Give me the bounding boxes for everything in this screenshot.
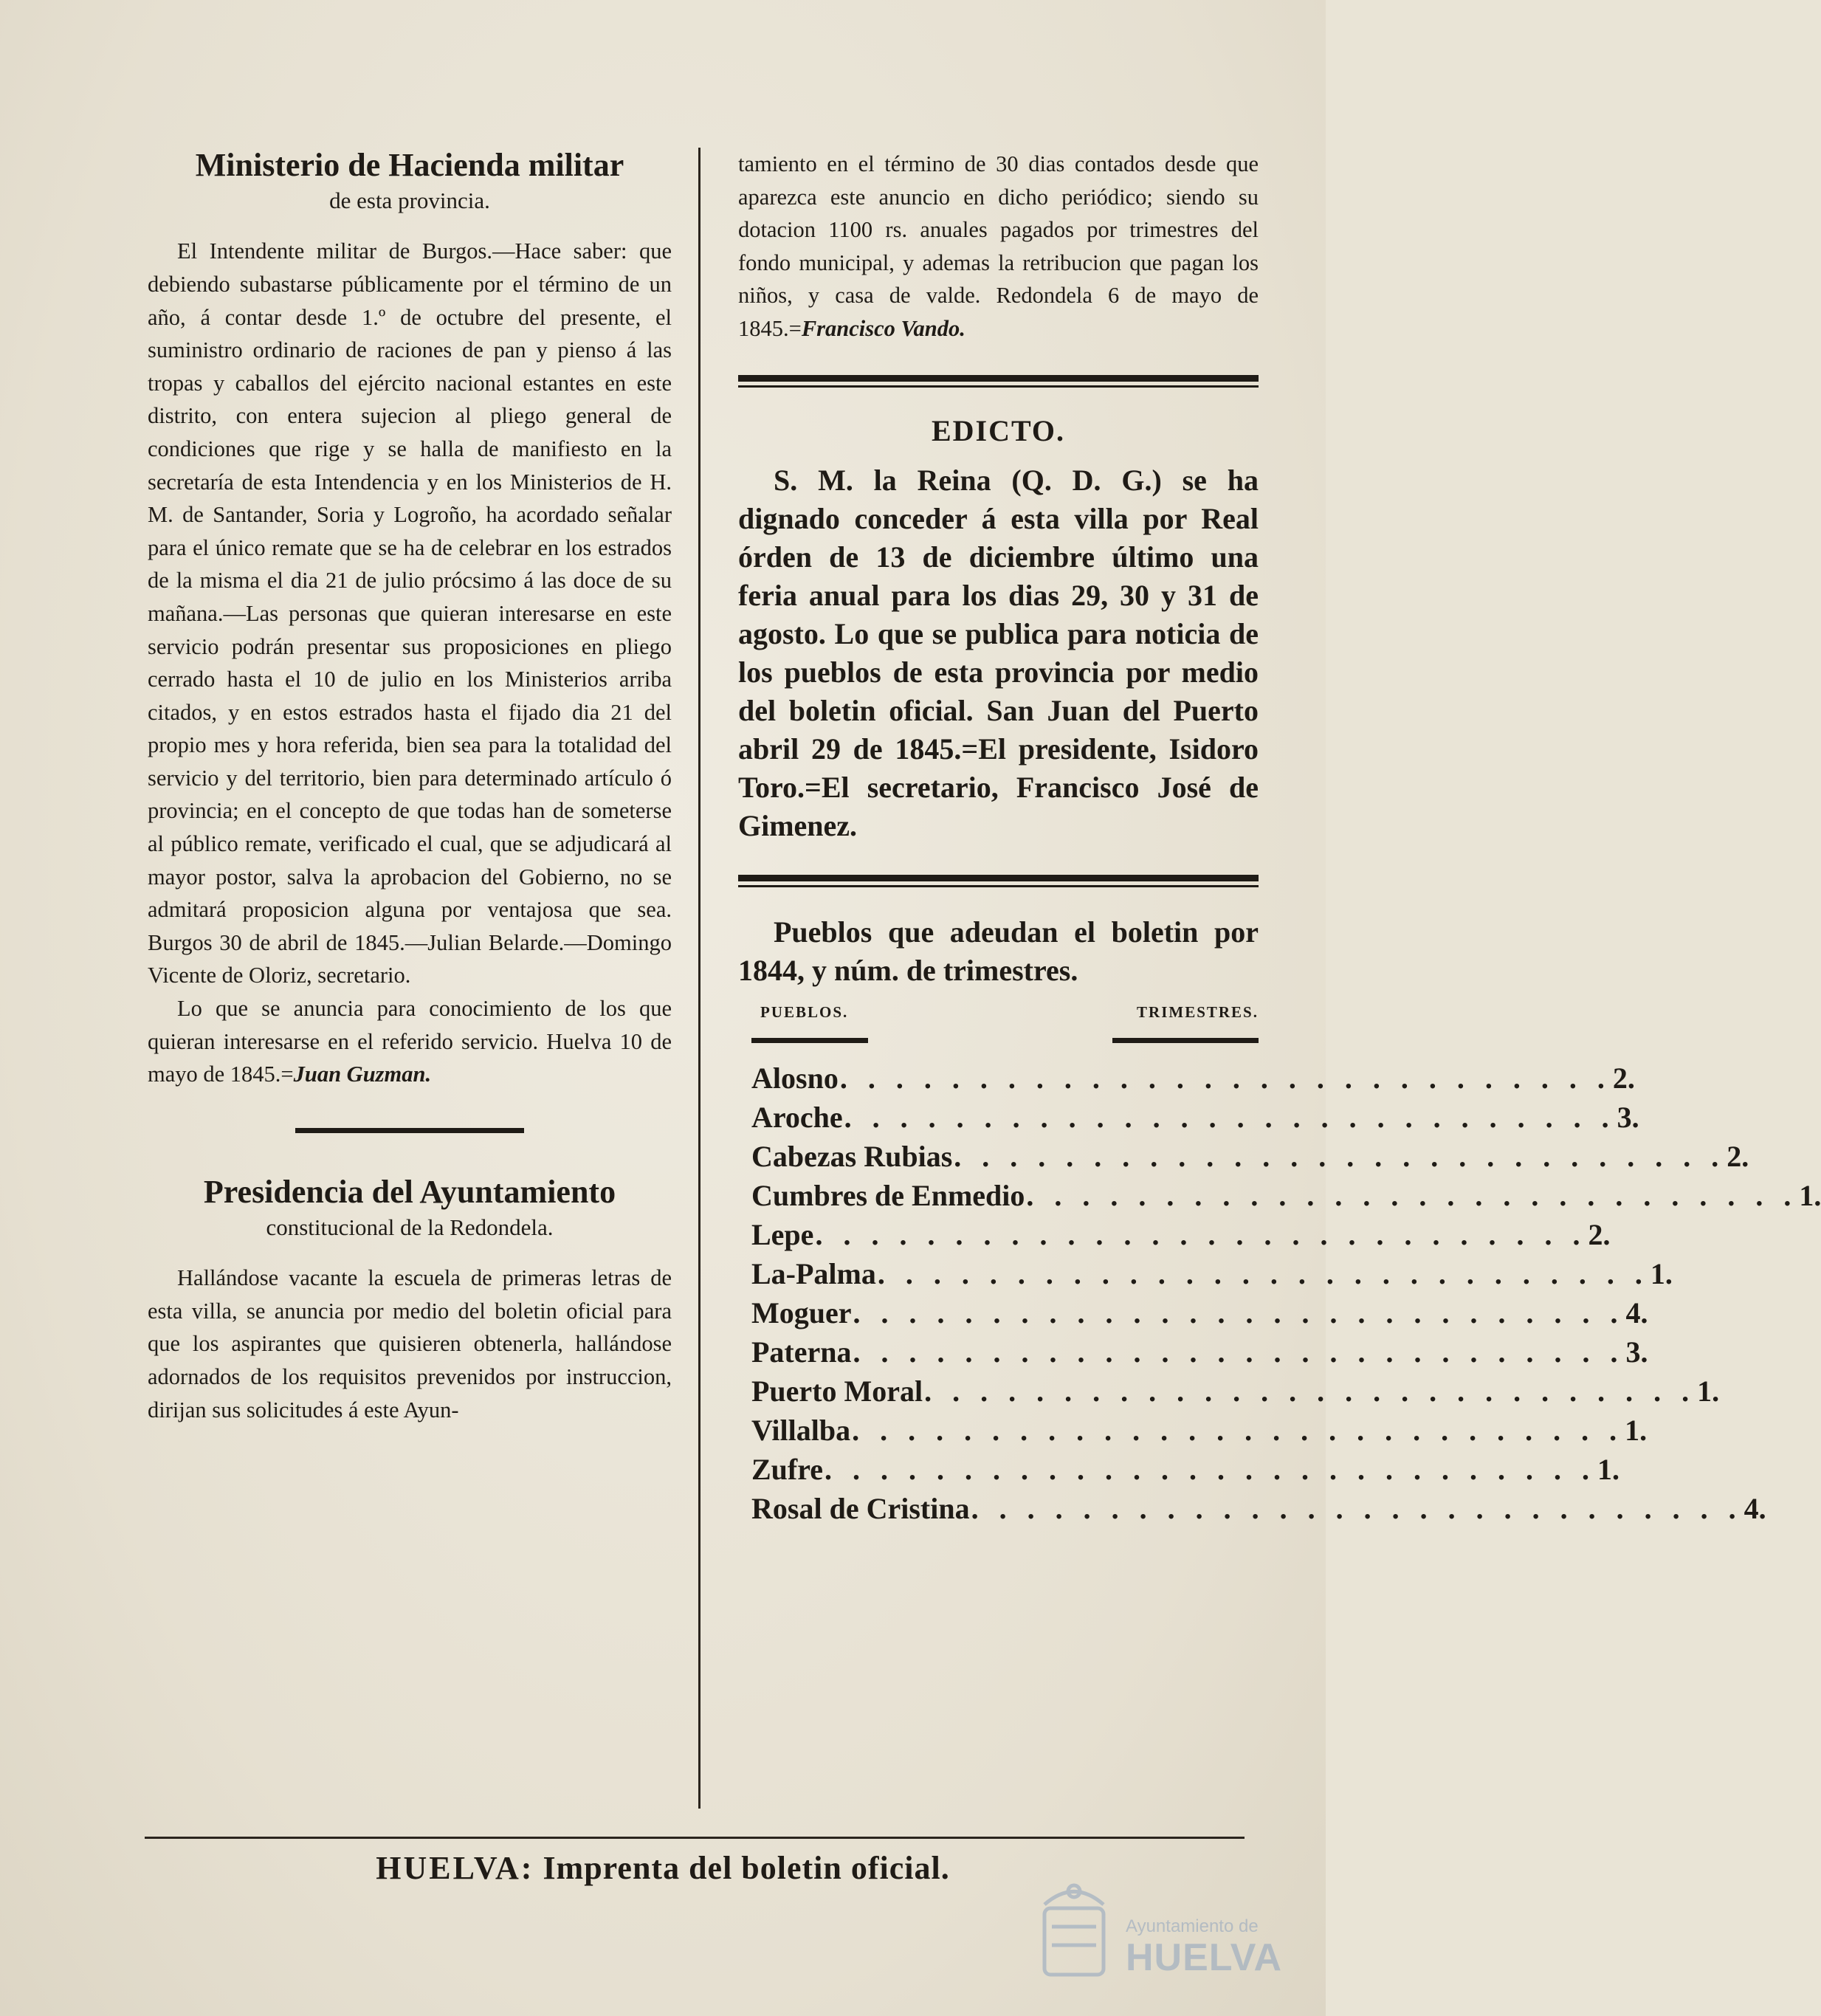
- leader-dots: . . . . . . . . . . . . . . . . . . . . . . . . . . . .: [839, 1061, 1611, 1095]
- leader-dots: . . . . . . . . . . . . . . . . . . . . . . . . . . . .: [844, 1100, 1616, 1134]
- presidencia-section: [148, 1174, 672, 1426]
- pueblo-name: Alosno: [751, 1061, 839, 1095]
- leader-dots: . . . . . . . . . . . . . . . . . . . . . . . . . . . .: [877, 1256, 1649, 1290]
- column-divider: [698, 148, 700, 1809]
- pueblo-name: Villalba: [751, 1413, 851, 1447]
- presidencia-continuation: [738, 148, 1259, 345]
- leader-dots: . . . . . . . . . . . . . . . . . . . . . . . . . . . .: [825, 1452, 1597, 1486]
- ministerio-paragraph-2: [148, 992, 672, 1091]
- col-pueblos-header: PUEBLOS.: [760, 1002, 849, 1021]
- ministerio-paragraph-1: El Intendente militar de Burgos.—Hace saber: que debiendo subastarse públicamente por el término de un año, á contar desde 1.º de octubre del presente, el suministro ordinario de raciones de pan y pienso á las tropas y caballos del ejército nacional estantes en este distrito, con entera sujecion al pliego general de condiciones que rige y se halla de manifiesto en la secretaría de esta Intendencia y en los Ministerios de H. M. de Santander, Soria y Logroño, ha acordado señalar para el único remate que se ha de celebrar en los estrados de la misma el dia 21 de julio prócsimo á las doce de su mañana.—Las personas que quieran interesarse en este servicio podrán presentar sus proposiciones en pliego cerrado hasta el 10 de julio en los Ministerios arriba citados, y en estos estrados hasta el fijado dia 21 del propio mes y hora referida, bien sea para la totalidad del servicio y del territorio, bien para determinado artículo ó provincia; en el concepto de que todas han de someterse al público remate, verificado el cual, que se adjudicará al mayor postor, salva la aprobacion del Gobierno, no se admitará proposicion alguna por ventajosa que sea. Burgos 30 de abril de 1845.—Julian Belarde.—Domingo Vicente de Oloriz, secretario.: [148, 238, 672, 988]
- pueblos-table: [738, 1059, 1821, 1528]
- pueblo-name: Aroche: [751, 1100, 843, 1134]
- double-rule-2: [738, 875, 1259, 891]
- table-row: [751, 1254, 1673, 1293]
- continuation-signature: Francisco Vando.: [801, 315, 965, 341]
- pueblo-name: Rosal de Cristina: [751, 1491, 970, 1525]
- table-row: [751, 1137, 1749, 1176]
- trimestres-count: 4.: [1743, 1491, 1766, 1525]
- trimestres-count: 4.: [1625, 1296, 1648, 1329]
- leader-dots: . . . . . . . . . . . . . . . . . . . . . . . . . . . .: [971, 1491, 1743, 1525]
- pueblo-name: Lepe: [751, 1217, 814, 1251]
- crest-icon: [1030, 1875, 1118, 1986]
- table-row: [751, 1332, 1648, 1372]
- pueblo-name: Moguer: [751, 1296, 852, 1329]
- leader-dots: . . . . . . . . . . . . . . . . . . . . . . . . . . . .: [1026, 1178, 1798, 1212]
- pueblo-name: Cumbres de Enmedio: [751, 1178, 1025, 1212]
- trimestres-count: 1.: [1799, 1178, 1821, 1212]
- edicto-title: EDICTO.: [931, 413, 1066, 447]
- pueblo-name: Zufre: [751, 1452, 824, 1486]
- table-row: [751, 1176, 1821, 1215]
- pueblos-table-header: [738, 1003, 1259, 1022]
- table-row: [751, 1411, 1648, 1450]
- trimestres-count: 1.: [1597, 1452, 1620, 1486]
- archive-watermark: [1022, 1875, 1288, 1993]
- pueblos-title: Pueblos que adeudan el boletin por 1844, y núm. de trimestres.: [738, 915, 1259, 987]
- trimestres-count: 3.: [1617, 1100, 1639, 1134]
- table-row: [751, 1489, 1766, 1528]
- col-trimestres-header: TRIMESTRES.: [1137, 1002, 1259, 1021]
- pueblo-name: Paterna: [751, 1335, 852, 1369]
- edicto-section: [738, 413, 1259, 845]
- table-row: [751, 1059, 1635, 1098]
- section-rule: [295, 1128, 524, 1133]
- watermark-line2: HUELVA: [1126, 1936, 1283, 1979]
- trimestres-count: 1.: [1625, 1413, 1648, 1447]
- pueblo-name: Cabezas Rubias: [751, 1139, 953, 1173]
- table-row: [751, 1450, 1620, 1489]
- trimestres-count: 2.: [1588, 1217, 1611, 1251]
- table-row: [751, 1372, 1720, 1411]
- leader-dots: . . . . . . . . . . . . . . . . . . . . . . . . . . . .: [924, 1374, 1696, 1408]
- pueblo-name: La-Palma: [751, 1256, 876, 1290]
- ministerio-signature: Juan Guzman.: [293, 1062, 432, 1087]
- ministerio-section: [148, 148, 672, 1091]
- footer-rule: [145, 1837, 1245, 1839]
- presidencia-paragraph: Hallándose vacante la escuela de primeras letras de esta villa, se anuncia por medio del boletin oficial para que los aspirantes que quisieren obtenerla, hallándose adornados de los requisitos prevenidos por instruccion, dirijan sus solicitudes á este Ayun-: [148, 1265, 672, 1422]
- leader-dots: . . . . . . . . . . . . . . . . . . . . . . . . . . . .: [853, 1296, 1625, 1329]
- trimestres-count: 2.: [1727, 1139, 1749, 1173]
- ministerio-subtitle: de esta provincia.: [329, 188, 490, 214]
- presidencia-title: Presidencia del Ayuntamiento: [203, 1173, 616, 1210]
- trimestres-count: 3.: [1625, 1335, 1648, 1369]
- footer-text: Imprenta del boletin oficial.: [543, 1850, 950, 1886]
- right-column: [738, 148, 1821, 1528]
- leader-dots: . . . . . . . . . . . . . . . . . . . . . . . . . . . .: [853, 1335, 1625, 1369]
- trimestres-count: 2.: [1612, 1061, 1635, 1095]
- pueblos-section: [738, 913, 1821, 1528]
- ministerio-paragraph-2-text: Lo que se anuncia para conocimiento de los que quieran interesarse en el referido servicio. Huelva 10 de mayo de 1845.=: [148, 996, 672, 1087]
- trimestres-count: 1.: [1697, 1374, 1720, 1408]
- leader-dots: . . . . . . . . . . . . . . . . . . . . . . . . . . . .: [852, 1413, 1624, 1447]
- continuation-text: tamiento en el término de 30 dias contados desde que aparezca este anuncio en dicho periódico; siendo su dotacion 1100 rs. anuales pagados por trimestres del fondo municipal, y ademas la retribucion que pagan los niños, y casa de valde. Redondela 6 de mayo de 1845.=: [738, 151, 1259, 341]
- ministerio-title: Ministerio de Hacienda militar: [195, 147, 624, 183]
- leader-dots: . . . . . . . . . . . . . . . . . . . . . . . . . . . .: [954, 1139, 1726, 1173]
- table-row: [751, 1098, 1639, 1137]
- pueblo-name: Puerto Moral: [751, 1374, 923, 1408]
- watermark-line1: Ayuntamiento de: [1126, 1916, 1259, 1936]
- footer-town: HUELVA:: [376, 1850, 534, 1886]
- left-column: [148, 148, 672, 1426]
- trimestres-count: 1.: [1650, 1256, 1673, 1290]
- double-rule-1: [738, 375, 1259, 391]
- table-row: [751, 1215, 1611, 1254]
- leader-dots: . . . . . . . . . . . . . . . . . . . . . . . . . . . .: [815, 1217, 1587, 1251]
- table-header-rules: [738, 1038, 1259, 1048]
- edicto-text: S. M. la Reina (Q. D. G.) se ha dignado conceder á esta villa por Real órden de 13 de diciembre último una feria anual para los dias 29, 30 y 31 de agosto. Lo que se publica para noticia de los pueblos de esta provincia por medio del boletin oficial. San Juan del Puerto abril 29 de 1845.=El presidente, Isidoro Toro.=El secretario, Francisco José de Gimenez.: [738, 463, 1259, 842]
- table-row: [751, 1293, 1648, 1332]
- presidencia-subtitle: constitucional de la Redondela.: [266, 1214, 554, 1241]
